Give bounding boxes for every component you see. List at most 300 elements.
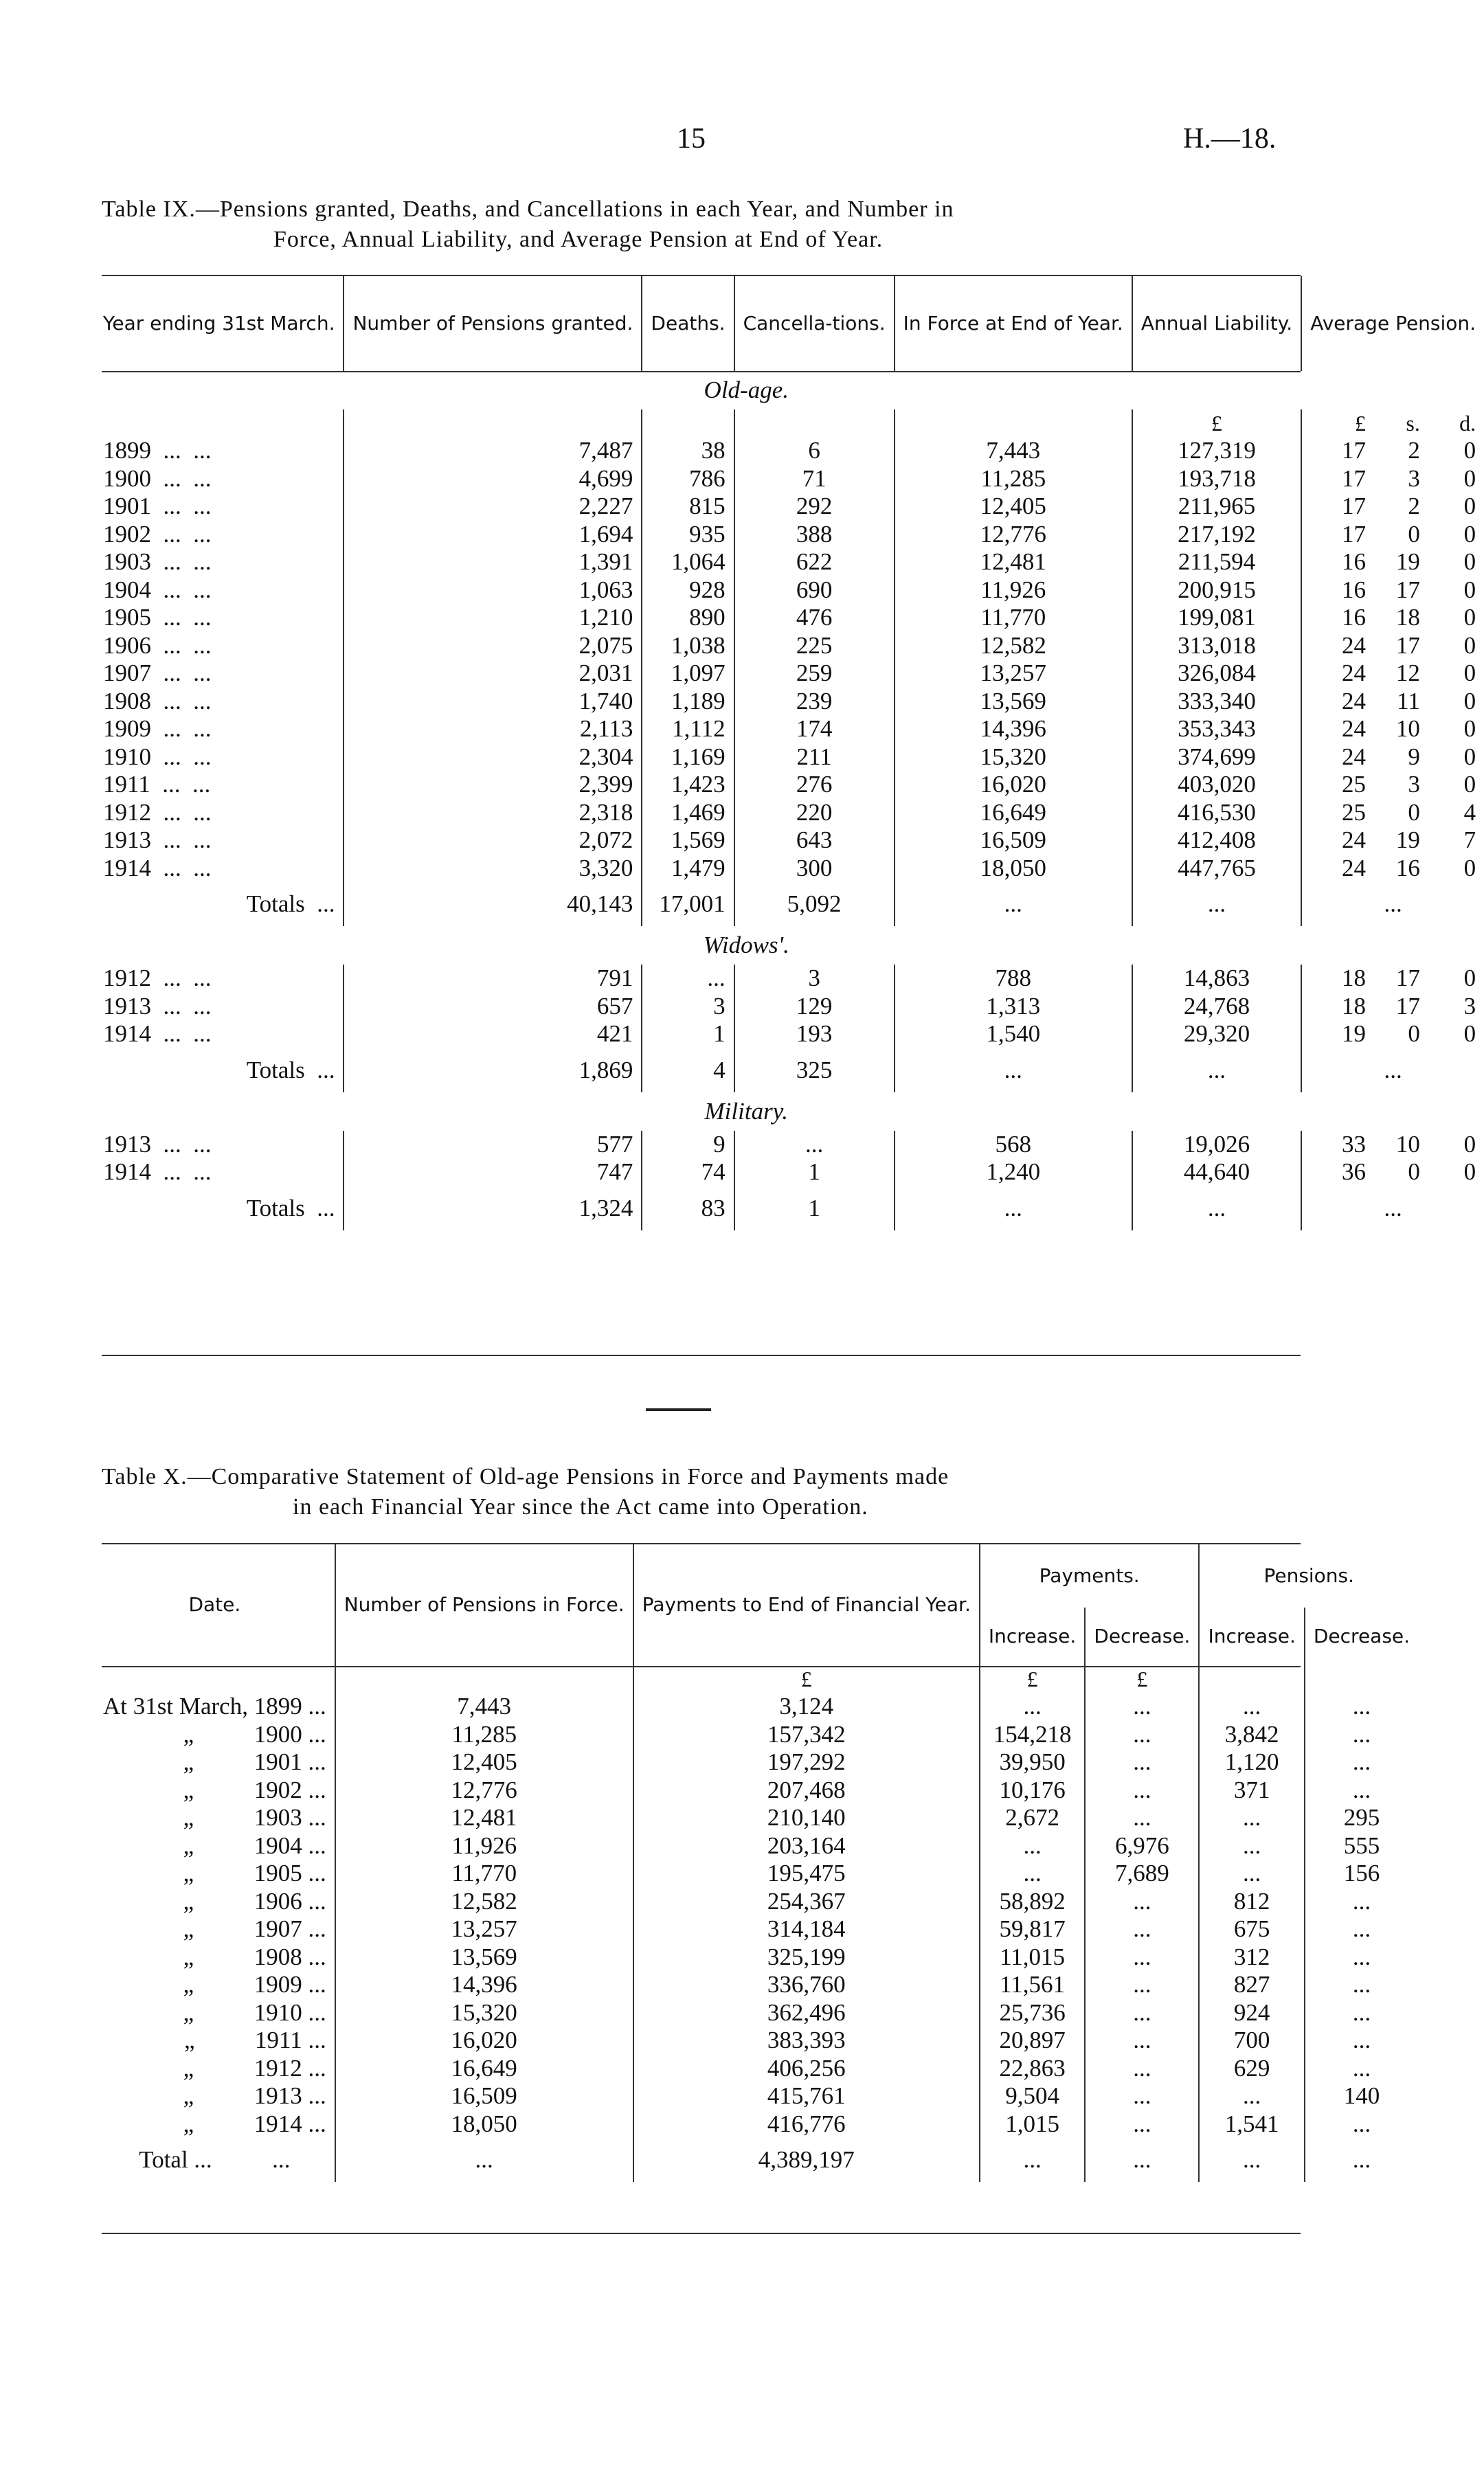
pence-cell: 4 xyxy=(1463,798,1476,826)
pounds-cell: 18 xyxy=(1301,965,1374,993)
pensions-decrease-cell: ... xyxy=(1305,1721,1418,1749)
pensions-decrease-cell: ... xyxy=(1305,1944,1418,1972)
annual-liability-cell: 199,081 xyxy=(1132,604,1301,632)
table-row xyxy=(95,1832,1418,1860)
table-cell xyxy=(1199,1665,1304,1693)
pence-cell: 0 xyxy=(1463,1158,1476,1186)
year-cell: 1910 ... ... xyxy=(103,743,212,770)
year-cell: 1913 ... ... xyxy=(103,1130,212,1158)
shillings-cell: 17 xyxy=(1395,965,1420,992)
date-cell: „ 1908 ... xyxy=(183,1943,326,1970)
shillings-cell: 0 xyxy=(1408,798,1420,826)
payments-decrease-cell: 6,976 xyxy=(1085,1832,1199,1860)
cancellations-cell: 276 xyxy=(734,771,895,799)
payments-increase-cell: 11,015 xyxy=(980,1944,1085,1972)
pence-cell: 0 xyxy=(1463,548,1476,576)
pensions-increase-cell: 675 xyxy=(1199,1915,1304,1944)
year-cell: 1912 ... ... xyxy=(103,798,212,826)
date-cell: „ 1906 ... xyxy=(183,1887,326,1915)
table-x-caption xyxy=(102,1462,1373,1522)
annual-liability-cell: 200,915 xyxy=(1132,576,1301,605)
payments-to-end-cell: 203,164 xyxy=(633,1832,980,1860)
pensions-increase-cell: 629 xyxy=(1199,2055,1304,2083)
table-x-caption-line2: in each Financial Year since the Act came into Operation. xyxy=(293,1494,868,1520)
pensions-increase-cell: ... xyxy=(1199,1860,1304,1888)
cancellations-cell: 292 xyxy=(734,493,895,521)
pounds-cell: 17 xyxy=(1301,493,1374,521)
payments-to-end-cell: 325,199 xyxy=(633,1944,980,1972)
payments-decrease-cell: ... xyxy=(1085,2027,1199,2055)
pence-cell: 0 xyxy=(1463,965,1476,992)
year-cell: 1903 ... ... xyxy=(103,548,212,576)
in-force-cell: 11,926 xyxy=(895,576,1132,605)
payments-increase-cell: 25,736 xyxy=(980,1999,1085,2027)
table-row xyxy=(95,2027,1418,2055)
payments-decrease-cell: ... xyxy=(1085,1804,1199,1832)
pounds-cell: 33 xyxy=(1301,1131,1374,1159)
total-in-force: ... xyxy=(895,1186,1132,1230)
total-pensions-granted: 40,143 xyxy=(344,882,642,926)
pensions-decrease-cell: ... xyxy=(1305,1777,1418,1805)
payments-decrease-cell: ... xyxy=(1085,2110,1199,2139)
pensions-decrease-cell: ... xyxy=(1305,1999,1418,2027)
cancellations-cell: 71 xyxy=(734,465,895,493)
in-force-cell: 11,285 xyxy=(895,465,1132,493)
payments-decrease-cell: ... xyxy=(1085,1999,1199,2027)
col-header-date: Date. xyxy=(188,1593,241,1616)
year-cell: 1904 ... ... xyxy=(103,576,212,603)
pence-cell: 0 xyxy=(1463,520,1476,548)
deaths-cell: 9 xyxy=(642,1131,734,1159)
payments-increase-cell: ... xyxy=(980,1860,1085,1888)
pence-cell: 0 xyxy=(1463,660,1476,687)
col-header-payments-increase: Increase. xyxy=(980,1608,1085,1665)
pensions-increase-cell: 371 xyxy=(1199,1777,1304,1805)
year-cell: 1906 ... ... xyxy=(103,631,212,659)
pensions-decrease-cell: ... xyxy=(1305,1888,1418,1916)
pensions-increase-cell: 924 xyxy=(1199,1999,1304,2027)
in-force-cell: 12,582 xyxy=(335,1888,633,1916)
pensions-decrease-cell: 555 xyxy=(1305,1832,1418,1860)
totals-row xyxy=(95,1048,1484,1092)
deaths-cell: 1,169 xyxy=(642,743,734,771)
payments-increase-cell: ... xyxy=(980,1832,1085,1860)
payments-to-end-cell: 383,393 xyxy=(633,2027,980,2055)
in-force-cell: 14,396 xyxy=(335,1971,633,1999)
shillings-cell: 2 xyxy=(1408,437,1420,464)
pence-cell: 0 xyxy=(1463,715,1476,743)
cancellations-cell: ... xyxy=(734,1131,895,1159)
totals-label: Totals ... xyxy=(246,1194,335,1221)
pounds-cell: 16 xyxy=(1301,576,1374,605)
table-row xyxy=(95,548,1484,576)
cancellations-cell: 211 xyxy=(734,743,895,771)
pensions-increase-cell: 1,541 xyxy=(1199,2110,1304,2139)
table-row xyxy=(95,1748,1418,1777)
in-force-cell: 7,443 xyxy=(335,1693,633,1721)
pensions-increase-cell: ... xyxy=(1199,1693,1304,1721)
table-row xyxy=(95,1999,1418,2027)
unit-pound: £ xyxy=(980,1665,1085,1693)
annual-liability-cell: 217,192 xyxy=(1132,521,1301,549)
payments-increase-cell: ... xyxy=(980,1693,1085,1721)
deaths-cell: 786 xyxy=(642,465,734,493)
table-row xyxy=(95,1860,1418,1888)
pensions-decrease-cell: ... xyxy=(1305,1748,1418,1777)
table-separator-rule xyxy=(646,1408,711,1411)
payments-decrease-cell: ... xyxy=(1085,1888,1199,1916)
table-cell xyxy=(95,1665,335,1693)
date-cell: „ 1911 ... xyxy=(183,2027,326,2054)
pensions-granted-cell: 657 xyxy=(344,993,642,1021)
deaths-cell: 74 xyxy=(642,1158,734,1186)
cancellations-cell: 239 xyxy=(734,688,895,716)
payments-to-end-cell: 362,496 xyxy=(633,1999,980,2027)
year-cell: 1901 ... ... xyxy=(103,493,212,520)
total-label: Total ... ... xyxy=(139,2146,291,2173)
in-force-cell: 16,509 xyxy=(335,2082,633,2110)
year-cell: 1905 ... ... xyxy=(103,604,212,631)
col-header-average-pension: Average Pension. xyxy=(1301,276,1484,371)
table-row xyxy=(95,1693,1418,1721)
pensions-increase-cell: ... xyxy=(1199,1832,1304,1860)
payments-decrease-cell: ... xyxy=(1085,1748,1199,1777)
pounds-cell: 24 xyxy=(1301,688,1374,716)
deaths-cell: 815 xyxy=(642,493,734,521)
date-cell: „ 1910 ... xyxy=(183,1998,326,2026)
payments-to-end-cell: 314,184 xyxy=(633,1915,980,1944)
table-row xyxy=(95,2082,1418,2110)
pence-cell: 0 xyxy=(1463,1020,1476,1048)
total-in-force: ... xyxy=(895,882,1132,926)
year-cell: 1900 ... ... xyxy=(103,464,212,492)
cancellations-cell: 1 xyxy=(734,1158,895,1186)
table-row xyxy=(95,1944,1418,1972)
table-x xyxy=(95,1544,1418,2182)
in-force-cell: 15,320 xyxy=(335,1999,633,2027)
pounds-cell: 16 xyxy=(1301,548,1374,576)
table-row xyxy=(95,965,1484,993)
table-row xyxy=(95,1131,1484,1159)
in-force-cell: 11,285 xyxy=(335,1721,633,1749)
in-force-cell: 11,770 xyxy=(335,1860,633,1888)
total-average-pension: ... xyxy=(1301,1048,1484,1092)
in-force-cell: 16,649 xyxy=(335,2055,633,2083)
pounds-cell: 16 xyxy=(1301,604,1374,632)
table-x-header-row xyxy=(95,1544,1418,1608)
date-cell: „ 1903 ... xyxy=(183,1804,326,1832)
table-cell xyxy=(344,409,642,437)
pensions-increase-cell: 827 xyxy=(1199,1971,1304,1999)
pence-cell: 0 xyxy=(1463,437,1476,464)
unit-pound: £ xyxy=(1132,409,1301,437)
pounds-cell: 24 xyxy=(1301,855,1374,883)
total-in-force: ... xyxy=(335,2138,633,2182)
pence-cell: 0 xyxy=(1463,687,1476,714)
total-deaths: 17,001 xyxy=(642,882,734,926)
payments-decrease-cell: ... xyxy=(1085,1693,1199,1721)
pence-cell: 0 xyxy=(1463,854,1476,881)
cancellations-cell: 622 xyxy=(734,548,895,576)
table-ix-bottom-rule xyxy=(102,1355,1301,1356)
year-cell: 1914 ... ... xyxy=(103,854,212,881)
annual-liability-cell: 211,965 xyxy=(1132,493,1301,521)
total-deaths: 83 xyxy=(642,1186,734,1230)
table-row xyxy=(95,799,1484,827)
total-pensions-granted: 1,869 xyxy=(344,1048,642,1092)
shillings-cell: 11 xyxy=(1397,687,1420,714)
section-title-row xyxy=(95,1092,1484,1131)
pounds-cell: 24 xyxy=(1301,632,1374,660)
total-annual-liability: ... xyxy=(1132,882,1301,926)
table-row xyxy=(95,855,1484,883)
in-force-cell: 13,257 xyxy=(895,660,1132,688)
in-force-cell: 568 xyxy=(895,1131,1132,1159)
cancellations-cell: 476 xyxy=(734,604,895,632)
in-force-cell: 12,776 xyxy=(335,1777,633,1805)
payments-increase-cell: 39,950 xyxy=(980,1748,1085,1777)
in-force-cell: 13,257 xyxy=(335,1915,633,1944)
table-row xyxy=(95,521,1484,549)
payments-to-end-cell: 157,342 xyxy=(633,1721,980,1749)
total-annual-liability: ... xyxy=(1132,1186,1301,1230)
in-force-cell: 12,481 xyxy=(895,548,1132,576)
table-row xyxy=(95,771,1484,799)
col-header-pensions-granted: Number of Pensions granted. xyxy=(344,276,642,371)
col-header-annual-liability: Annual Liability. xyxy=(1132,276,1301,371)
col-header-payments: Payments. xyxy=(980,1544,1200,1608)
payments-to-end-cell: 3,124 xyxy=(633,1693,980,1721)
pensions-decrease-cell: ... xyxy=(1305,2110,1418,2139)
date-cell: „ 1912 ... xyxy=(183,2054,326,2082)
date-cell: „ 1902 ... xyxy=(183,1776,326,1803)
payments-increase-cell: 11,561 xyxy=(980,1971,1085,1999)
deaths-cell: 1 xyxy=(642,1020,734,1048)
pensions-granted-cell: 421 xyxy=(344,1020,642,1048)
pensions-increase-cell: 700 xyxy=(1199,2027,1304,2055)
pensions-decrease-cell: ... xyxy=(1305,1915,1418,1944)
table-cell xyxy=(1305,1665,1418,1693)
pounds-cell: 24 xyxy=(1301,826,1374,855)
pounds-cell: 24 xyxy=(1301,715,1374,743)
table-x-caption-line1: Table X.—Comparative Statement of Old-age Pensions in Force and Payments made xyxy=(102,1464,949,1489)
table-row xyxy=(95,632,1484,660)
spacer-cell xyxy=(95,371,344,409)
table-row xyxy=(95,1020,1484,1048)
shillings-cell: 10 xyxy=(1395,715,1420,743)
in-force-cell: 15,320 xyxy=(895,743,1132,771)
shillings-cell: 17 xyxy=(1395,576,1420,603)
cancellations-cell: 6 xyxy=(734,437,895,465)
total-pensions-increase: ... xyxy=(1199,2138,1304,2182)
pensions-granted-cell: 2,399 xyxy=(344,771,642,799)
payments-decrease-cell: ... xyxy=(1085,1777,1199,1805)
units-row xyxy=(95,1665,1418,1693)
in-force-cell: 12,481 xyxy=(335,1804,633,1832)
col-header-deaths: Deaths. xyxy=(642,276,734,371)
pensions-granted-cell: 2,227 xyxy=(344,493,642,521)
pensions-granted-cell: 1,694 xyxy=(344,521,642,549)
payments-decrease-cell: ... xyxy=(1085,2082,1199,2110)
col-header-pensions-increase: Increase. xyxy=(1199,1608,1304,1665)
pensions-decrease-cell: ... xyxy=(1305,2055,1418,2083)
unit-pence: d. xyxy=(1459,411,1476,436)
cancellations-cell: 129 xyxy=(734,993,895,1021)
col-header-in-force: Number of Pensions in Force. xyxy=(335,1544,633,1665)
payments-to-end-cell: 195,475 xyxy=(633,1860,980,1888)
table-ix-caption xyxy=(102,194,1373,255)
pounds-cell: 24 xyxy=(1301,660,1374,688)
pence-cell: 7 xyxy=(1463,826,1476,854)
payments-increase-cell: 59,817 xyxy=(980,1915,1085,1944)
cancellations-cell: 174 xyxy=(734,715,895,743)
cancellations-cell: 3 xyxy=(734,965,895,993)
pounds-cell: 17 xyxy=(1301,465,1374,493)
page-number: 15 xyxy=(677,123,706,155)
total-pensions-decrease: ... xyxy=(1305,2138,1418,2182)
year-cell: 1908 ... ... xyxy=(103,687,212,714)
col-header-payments-decrease: Decrease. xyxy=(1085,1608,1199,1665)
annual-liability-cell: 313,018 xyxy=(1132,632,1301,660)
deaths-cell: 3 xyxy=(642,993,734,1021)
pounds-cell: 17 xyxy=(1301,521,1374,549)
pensions-granted-cell: 7,487 xyxy=(344,437,642,465)
pounds-cell: 24 xyxy=(1301,743,1374,771)
in-force-cell: 14,396 xyxy=(895,715,1132,743)
shillings-cell: 17 xyxy=(1395,631,1420,659)
year-cell: 1913 ... ... xyxy=(103,992,212,1020)
table-cell xyxy=(95,409,344,437)
date-cell: „ 1907 ... xyxy=(183,1915,326,1943)
pence-cell: 0 xyxy=(1463,576,1476,603)
pensions-granted-cell: 2,075 xyxy=(344,632,642,660)
shillings-cell: 19 xyxy=(1395,826,1420,854)
payments-to-end-cell: 336,760 xyxy=(633,1971,980,1999)
totals-label: Totals ... xyxy=(246,1056,335,1083)
pensions-decrease-cell: ... xyxy=(1305,2027,1418,2055)
deaths-cell: 1,469 xyxy=(642,799,734,827)
table-cell xyxy=(734,409,895,437)
shillings-cell: 3 xyxy=(1408,771,1420,798)
payments-increase-cell: 2,672 xyxy=(980,1804,1085,1832)
pensions-granted-cell: 747 xyxy=(344,1158,642,1186)
pensions-decrease-cell: ... xyxy=(1305,1693,1418,1721)
section-title: Military. xyxy=(704,1097,789,1125)
in-force-cell: 18,050 xyxy=(895,855,1132,883)
annual-liability-cell: 19,026 xyxy=(1132,1131,1301,1159)
table-row xyxy=(95,1721,1418,1749)
table-row xyxy=(95,465,1484,493)
pensions-granted-cell: 2,318 xyxy=(344,799,642,827)
total-cancellations: 5,092 xyxy=(734,882,895,926)
table-row xyxy=(95,1804,1418,1832)
pensions-decrease-cell: 140 xyxy=(1305,2082,1418,2110)
table-row xyxy=(95,1158,1484,1186)
cancellations-cell: 388 xyxy=(734,521,895,549)
in-force-cell: 1,313 xyxy=(895,993,1132,1021)
totals-row xyxy=(95,2138,1418,2182)
in-force-cell: 12,405 xyxy=(895,493,1132,521)
section-title: Widows'. xyxy=(703,932,789,958)
pence-cell: 0 xyxy=(1463,771,1476,798)
deaths-cell: 1,112 xyxy=(642,715,734,743)
pence-cell: 0 xyxy=(1463,464,1476,492)
table-row xyxy=(95,1971,1418,1999)
in-force-cell: 788 xyxy=(895,965,1132,993)
table-row xyxy=(95,1915,1418,1944)
annual-liability-cell: 353,343 xyxy=(1132,715,1301,743)
in-force-cell: 7,443 xyxy=(895,437,1132,465)
shillings-cell: 0 xyxy=(1408,520,1420,548)
year-cell: 1907 ... ... xyxy=(103,660,212,687)
total-deaths: 4 xyxy=(642,1048,734,1092)
table-row xyxy=(95,2055,1418,2083)
totals-row xyxy=(95,1186,1484,1230)
pence-cell: 0 xyxy=(1463,604,1476,631)
pence-cell: 0 xyxy=(1463,631,1476,659)
shillings-cell: 17 xyxy=(1395,992,1420,1020)
table-row xyxy=(95,604,1484,632)
in-force-cell: 12,582 xyxy=(895,632,1132,660)
total-payments-decrease: ... xyxy=(1085,2138,1199,2182)
table-row xyxy=(95,660,1484,688)
payments-increase-cell: 20,897 xyxy=(980,2027,1085,2055)
pensions-granted-cell: 2,072 xyxy=(344,826,642,855)
section-title: Old-age. xyxy=(704,376,789,403)
annual-liability-cell: 416,530 xyxy=(1132,799,1301,827)
shillings-cell: 16 xyxy=(1395,854,1420,881)
shillings-cell: 2 xyxy=(1408,493,1420,520)
table-row xyxy=(95,826,1484,855)
table-cell xyxy=(895,409,1132,437)
year-cell: 1912 ... ... xyxy=(103,965,212,992)
units-row xyxy=(95,409,1484,437)
year-cell: 1914 ... ... xyxy=(103,1020,212,1048)
date-cell: „ 1909 ... xyxy=(183,1971,326,1998)
deaths-cell: 1,569 xyxy=(642,826,734,855)
total-average-pension: ... xyxy=(1301,1186,1484,1230)
shillings-cell: 18 xyxy=(1395,604,1420,631)
pensions-granted-cell: 2,113 xyxy=(344,715,642,743)
pensions-granted-cell: 3,320 xyxy=(344,855,642,883)
in-force-cell: 13,569 xyxy=(335,1944,633,1972)
annual-liability-cell: 211,594 xyxy=(1132,548,1301,576)
shillings-cell: 0 xyxy=(1408,1158,1420,1186)
unit-pound: £ xyxy=(1301,409,1374,437)
table-row xyxy=(95,437,1484,465)
pounds-cell: 25 xyxy=(1301,799,1374,827)
year-cell: 1899 ... ... xyxy=(103,437,212,464)
in-force-cell: 1,540 xyxy=(895,1020,1132,1048)
cancellations-cell: 193 xyxy=(734,1020,895,1048)
pence-cell: 0 xyxy=(1463,1130,1476,1158)
total-annual-liability: ... xyxy=(1132,1048,1301,1092)
pensions-increase-cell: ... xyxy=(1199,1804,1304,1832)
pence-cell: 0 xyxy=(1463,493,1476,520)
pensions-increase-cell: 1,120 xyxy=(1199,1748,1304,1777)
cancellations-cell: 220 xyxy=(734,799,895,827)
in-force-cell: 11,926 xyxy=(335,1832,633,1860)
shillings-cell: 9 xyxy=(1408,743,1420,770)
deaths-cell: 38 xyxy=(642,437,734,465)
col-header-pensions-decrease: Decrease. xyxy=(1305,1608,1418,1665)
annual-liability-cell: 127,319 xyxy=(1132,437,1301,465)
payments-to-end-cell: 254,367 xyxy=(633,1888,980,1916)
pensions-decrease-cell: 156 xyxy=(1305,1860,1418,1888)
table-x-bottom-rule xyxy=(102,2233,1301,2234)
pensions-granted-cell: 791 xyxy=(344,965,642,993)
in-force-cell: 1,240 xyxy=(895,1158,1132,1186)
